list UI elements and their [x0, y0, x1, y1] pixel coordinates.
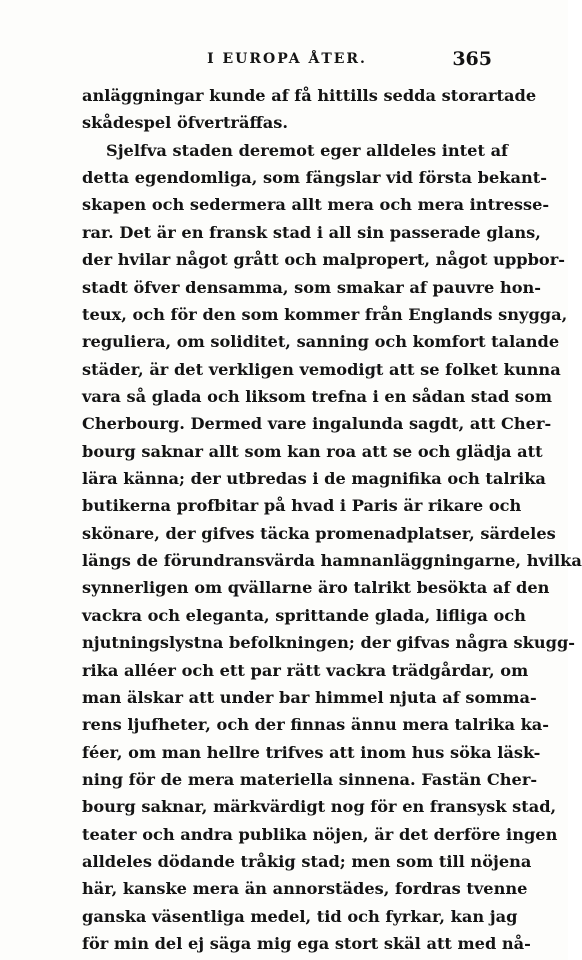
text-line: bourg saknar, märkvärdigt nog för en fransysk stad,	[82, 797, 557, 817]
running-head-title: I EUROPA ÅTER.	[207, 51, 367, 67]
text-line: skådespel öfverträffas.	[82, 113, 288, 133]
text-line: teux, och för den som kommer från Englands snygga,	[82, 304, 568, 324]
text-line: för min del ej säga mig ega stort skäl att med nå-	[82, 934, 531, 954]
text-line: städer, är det verkligen vemodigt att se folket kunna	[82, 359, 561, 379]
text-line: reguliera, om soliditet, sanning och komfort talande	[82, 332, 560, 352]
text-line: butikerna profbitar på hvad i Paris är rikare och	[82, 496, 522, 516]
text-line: synnerligen om qvällarne äro talrikt besökta af den	[82, 578, 550, 598]
text-line: skönare, der gifves täcka promenadplatser, särdeles	[82, 523, 556, 543]
text-line: vara så glada och liksom trefna i en sådan stad som	[82, 386, 552, 406]
text-line: stadt öfver densamma, som smakar af pauvre hon-	[82, 277, 542, 297]
page-number: 365	[452, 48, 492, 70]
text-line: rar. Det är en fransk stad i all sin passerade glans,	[82, 222, 541, 242]
text-line: anläggningar kunde af få hittills sedda storartade	[82, 86, 537, 105]
text-line: teater och andra publika nöjen, är det derföre ingen	[82, 824, 558, 844]
text-line: njutningslystna befolkningen; der gifvas några skugg-	[82, 633, 575, 653]
text-line: detta egendomliga, som fängslar vid första bekant-	[82, 168, 547, 188]
body-text	[82, 82, 582, 958]
text-line: lära känna; der utbredas i de magnifika och talrika	[82, 469, 546, 489]
text-line: Cherbourg. Dermed vare ingalunda sagdt, att Cher-	[82, 414, 552, 434]
text-line: Sjelfva staden deremot eger alldeles intet af	[106, 140, 509, 160]
text-line: ning för de mera materiella sinnena. Fastän Cher-	[82, 769, 538, 789]
text-line: féer, om man hellre trifves att inom hus söka läsk-	[82, 742, 541, 762]
text-line: ganska väsentliga medel, tid och fyrkar, kan jag	[82, 906, 518, 926]
text-line: alldeles dödande tråkig stad; men som till nöjena	[82, 852, 532, 872]
text-line: här, kanske mera än annorstädes, fordras tvenne	[82, 879, 528, 899]
text-line: rika alléer och ett par rätt vackra trädgårdar, om	[82, 660, 529, 680]
running-head	[82, 44, 492, 74]
text-line: der hvilar något grått och malpropert, något uppbor-	[82, 250, 565, 270]
text-line: vackra och eleganta, sprittande glada, lifliga och	[82, 605, 526, 625]
text-line: man älskar att under bar himmel njuta af somma-	[82, 687, 537, 707]
text-line: rens ljufheter, och der finnas ännu mera talrika ka-	[82, 715, 550, 735]
text-line: skapen och sedermera allt mera och mera intresse-	[82, 195, 550, 215]
text-line: bourg saknar allt som kan roa att se och glädja att	[82, 441, 543, 461]
text-line: längs de förundransvärda hamnanläggningarne, hvilka	[82, 551, 582, 571]
